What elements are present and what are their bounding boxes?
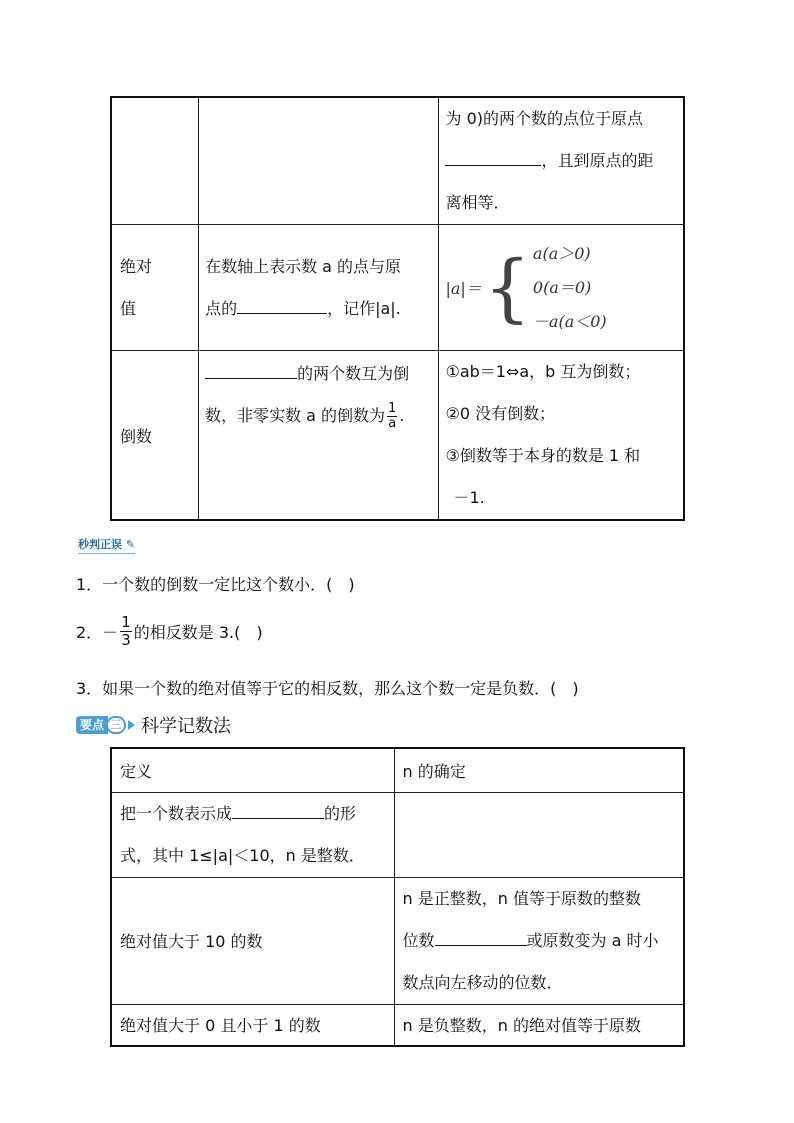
fraction-numerator: 1 xyxy=(121,613,131,631)
fill-blank xyxy=(232,804,324,819)
table-row xyxy=(111,351,684,521)
table-row xyxy=(111,877,684,1004)
n-line xyxy=(403,920,684,962)
property-text: ，且到原点的距 xyxy=(541,151,654,170)
question-1: 1．一个数的倒数一定比这个数小．( ) xyxy=(76,575,355,594)
table-row xyxy=(111,792,684,877)
formula-case: a(a＞0) xyxy=(532,243,591,263)
property-line xyxy=(445,140,677,182)
term-text: 绝对 xyxy=(120,256,153,276)
fraction-denominator: 3 xyxy=(121,631,131,649)
pencil-icon: ✎ xyxy=(125,538,136,551)
fraction-denominator: a xyxy=(388,416,397,431)
definition-cell: 绝对值大于 0 且小于 1 的数 xyxy=(111,1004,394,1046)
definition-line xyxy=(205,353,432,395)
question-fraction xyxy=(120,614,132,649)
scientific-notation-table xyxy=(110,747,685,1047)
section-header xyxy=(76,712,231,738)
formula-lhs: |a|＝ xyxy=(445,279,482,298)
property-line: －1. xyxy=(453,488,485,507)
n-line: n 是正整数，n 值等于原数的整数 xyxy=(402,888,641,908)
property-cell xyxy=(439,225,684,351)
table-row xyxy=(111,97,684,225)
term-cell xyxy=(111,97,199,225)
header-cell: 定义 xyxy=(111,748,394,792)
question-3: 3．如果一个数的绝对值等于它的相反数，那么这个数一定是负数．( ) xyxy=(76,679,579,698)
definition-cell xyxy=(111,792,394,877)
property-line: ③倒数等于本身的数是 1 和 xyxy=(445,446,641,465)
n-cell: n 是负整数，n 的绝对值等于原数 xyxy=(394,1004,684,1046)
definition-line xyxy=(120,793,394,835)
section-title: 科学记数法 xyxy=(141,716,232,737)
definition-text: . xyxy=(399,406,405,425)
question-2 xyxy=(76,614,263,649)
table-header-row xyxy=(111,748,684,792)
definition-cell: 绝对值大于 10 的数 xyxy=(111,877,394,1004)
fraction-numerator: 1 xyxy=(388,401,397,416)
property-cell xyxy=(439,351,684,521)
property-cell xyxy=(439,97,684,225)
arrow-icon xyxy=(128,720,135,730)
n-text: 或原数变为 a 时小 xyxy=(526,930,659,950)
term-text: 值 xyxy=(120,298,137,318)
question-text: 2．－ xyxy=(76,623,119,642)
formula-cases xyxy=(533,237,607,339)
property-line: ①ab＝1⇔a，b 互为倒数； xyxy=(445,362,641,381)
fill-blank xyxy=(237,299,327,314)
formula-case: 0(a＝0) xyxy=(532,277,592,297)
n-text: 位数 xyxy=(402,930,435,950)
reciprocal-fraction xyxy=(387,402,397,431)
section-number: 三 xyxy=(106,716,126,734)
n-line: 数点向左移动的位数． xyxy=(402,972,563,992)
property-line: 离相等． xyxy=(445,193,510,212)
fill-blank xyxy=(205,364,297,379)
fill-blank xyxy=(445,151,541,166)
definition-text: 的形 xyxy=(324,803,357,823)
definition-line: 在数轴上表示数 a 的点与原 xyxy=(205,256,402,276)
n-cell xyxy=(394,792,684,877)
definition-cell xyxy=(199,351,439,521)
table-row xyxy=(111,1004,684,1046)
formula-case: －a(a＜0) xyxy=(532,311,607,331)
true-false-tag xyxy=(78,536,135,554)
table-row xyxy=(111,225,684,351)
definition-text: 点的 xyxy=(205,298,238,318)
header-cell: n 的确定 xyxy=(394,748,684,792)
brace-icon: { xyxy=(483,244,531,331)
term-cell xyxy=(111,225,199,351)
section-badge: 要点 xyxy=(76,716,108,734)
definition-text: ，记作|a|. xyxy=(327,298,401,318)
definition-cell xyxy=(199,225,439,351)
absolute-value-formula xyxy=(445,237,677,339)
tag-label: 秒判正误 xyxy=(78,538,122,551)
definition-text: 的两个数互为倒 xyxy=(297,364,410,383)
definitions-table xyxy=(110,96,685,521)
definition-line xyxy=(205,288,432,330)
definition-cell xyxy=(199,97,439,225)
definition-line: 式，其中 1≤|a|＜10，n 是整数． xyxy=(120,845,365,865)
property-line: 为 0)的两个数的点位于原点 xyxy=(445,109,643,128)
question-text: 的相反数是 3.( ) xyxy=(133,623,263,642)
definition-line xyxy=(205,395,432,437)
definition-text: 把一个数表示成 xyxy=(120,803,233,823)
property-line: ②0 没有倒数； xyxy=(445,404,556,423)
fill-blank xyxy=(435,931,527,946)
n-cell xyxy=(394,877,684,1004)
definition-text: 数，非零实数 a 的倒数为 xyxy=(205,406,386,425)
term-cell: 倒数 xyxy=(111,351,199,521)
